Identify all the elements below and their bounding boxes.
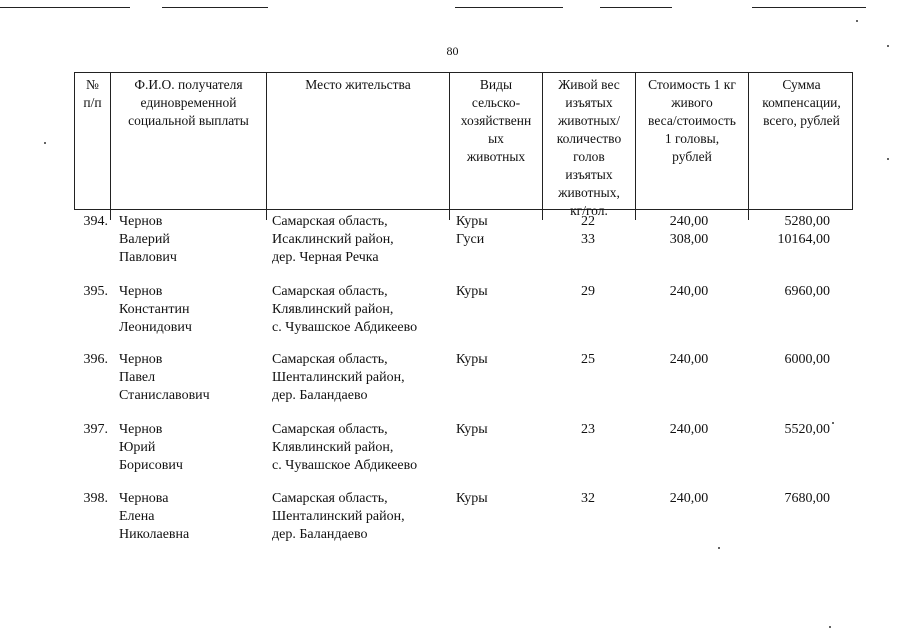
cell-kind	[456, 213, 536, 249]
header-line: Живой вес	[558, 77, 620, 92]
cell-line: Павлович	[119, 250, 177, 265]
cell-line: Куры	[456, 284, 488, 299]
cell-name	[119, 283, 269, 337]
table-row	[74, 351, 853, 411]
cell-line: с. Чувашское Абдикеево	[272, 320, 418, 335]
cell-addr	[272, 490, 457, 544]
cell-line: с. Чувашское Абдикеево	[272, 458, 418, 473]
cell-line: Чернов	[119, 422, 163, 437]
cell-line: 6960,00	[784, 284, 830, 299]
row-number: 396.	[83, 352, 108, 367]
header-line: сельско-	[471, 95, 521, 110]
cell-line: Чернова	[119, 491, 169, 506]
header-line: компенсации,	[762, 95, 841, 110]
row-number: 395.	[83, 284, 108, 299]
cell-line: Самарская область,	[272, 214, 388, 229]
cell-line: Куры	[456, 422, 488, 437]
cell-name	[119, 490, 269, 544]
header-line: ых	[488, 131, 504, 146]
header-line: Сумма	[782, 77, 821, 92]
scan-edge-line	[162, 7, 268, 8]
cell-line: 240,00	[669, 491, 709, 506]
cell-line: Шенталинский район,	[272, 370, 405, 385]
cell-line: 240,00	[669, 352, 709, 367]
cell-wt	[550, 490, 626, 508]
cell-line: 240,00	[669, 284, 709, 299]
scan-speck	[887, 158, 889, 160]
cell-line: дер. Черная Речка	[272, 250, 379, 265]
header-cell-price	[636, 73, 749, 220]
header-line: Место жительства	[305, 77, 411, 92]
cell-addr	[272, 421, 457, 475]
cell-line: Чернов	[119, 352, 163, 367]
cell-wt	[550, 421, 626, 439]
header-cell-addr	[267, 73, 450, 220]
cell-line: 5520,00	[784, 422, 830, 437]
cell-line: 32	[581, 491, 595, 506]
row-number: 397.	[83, 422, 108, 437]
scan-edge-line	[455, 7, 563, 8]
cell-sum	[746, 351, 830, 369]
cell-name	[119, 213, 269, 267]
cell-addr	[272, 283, 457, 337]
header-cell-sum	[749, 73, 854, 220]
cell-price	[634, 283, 744, 301]
cell-line: Юрий	[119, 440, 156, 455]
header-cell-name	[111, 73, 267, 220]
cell-line: Николаевна	[119, 527, 190, 542]
cell-line: Валерий	[119, 232, 170, 247]
header-cell-kind	[450, 73, 543, 220]
cell-line: Клявлинский район,	[272, 440, 394, 455]
cell-line: Самарская область,	[272, 352, 388, 367]
cell-sum	[746, 490, 830, 508]
cell-line: Чернов	[119, 284, 163, 299]
cell-line: Елена	[119, 509, 155, 524]
scan-edge-line	[0, 7, 130, 8]
cell-line: 7680,00	[784, 491, 830, 506]
cell-price	[634, 490, 744, 508]
cell-line: Исаклинский район,	[272, 232, 394, 247]
header-line: социальной выплаты	[128, 113, 249, 128]
table-row	[74, 490, 853, 550]
cell-price	[634, 421, 744, 439]
scan-speck	[856, 20, 858, 22]
header-line: рублей	[672, 149, 712, 164]
cell-line: Куры	[456, 214, 488, 229]
cell-sum	[746, 421, 830, 439]
header-line: животных,	[558, 185, 620, 200]
cell-wt	[550, 213, 626, 249]
header-cell-num	[75, 73, 111, 220]
header-line: веса/стоимость	[648, 113, 736, 128]
header-line: 1 головы,	[664, 131, 720, 146]
scan-edge-line	[600, 7, 672, 8]
table-row	[74, 421, 853, 481]
row-number: 398.	[83, 491, 108, 506]
cell-line: Константин	[119, 302, 190, 317]
cell-line: 25	[581, 352, 595, 367]
header-line: изъятых	[565, 167, 613, 182]
cell-line: дер. Баландаево	[272, 388, 368, 403]
cell-line: Павел	[119, 370, 156, 385]
cell-price	[634, 213, 744, 249]
cell-line: Куры	[456, 491, 488, 506]
header-line: кг/гол.	[570, 203, 608, 218]
cell-line: 22	[581, 214, 595, 229]
cell-line: Клявлинский район,	[272, 302, 394, 317]
cell-wt	[550, 283, 626, 301]
cell-name	[119, 351, 269, 405]
cell-line: Станиславович	[119, 388, 210, 403]
cell-line: дер. Баландаево	[272, 527, 368, 542]
table-row	[74, 283, 853, 343]
cell-name	[119, 421, 269, 475]
cell-line: 29	[581, 284, 595, 299]
header-line: животных/	[557, 113, 621, 128]
cell-line: 33	[581, 232, 595, 247]
cell-line: Куры	[456, 352, 488, 367]
header-line: хозяйственн	[460, 113, 532, 128]
cell-line: 6000,00	[784, 352, 830, 367]
cell-line: Самарская область,	[272, 491, 388, 506]
table-row	[74, 213, 853, 273]
cell-line: Самарская область,	[272, 422, 388, 437]
cell-kind	[456, 421, 536, 439]
scan-edge-line	[752, 7, 866, 8]
page-number: 80	[446, 44, 459, 58]
cell-kind	[456, 351, 536, 369]
scan-speck	[44, 142, 46, 144]
header-line: голов	[573, 149, 605, 164]
cell-line: Чернов	[119, 214, 163, 229]
cell-kind	[456, 283, 536, 301]
header-line: изъятых	[565, 95, 613, 110]
header-line: №	[86, 77, 99, 92]
header-line: живого	[671, 95, 713, 110]
cell-line: 240,00	[669, 214, 709, 229]
cell-addr	[272, 351, 457, 405]
cell-addr	[272, 213, 457, 267]
cell-line: Гуси	[456, 232, 485, 247]
table-header	[74, 72, 853, 218]
cell-line: 10164,00	[777, 232, 830, 247]
cell-line: 308,00	[669, 232, 709, 247]
header-cell-wt	[543, 73, 636, 220]
cell-kind	[456, 490, 536, 508]
header-line: всего, рублей	[763, 113, 840, 128]
header-line: животных	[466, 149, 526, 164]
cell-line: 5280,00	[784, 214, 830, 229]
cell-line: Самарская область,	[272, 284, 388, 299]
cell-line: Борисович	[119, 458, 183, 473]
cell-price	[634, 351, 744, 369]
cell-sum	[746, 213, 830, 249]
cell-wt	[550, 351, 626, 369]
cell-sum	[746, 283, 830, 301]
row-number: 394.	[83, 214, 108, 229]
header-line: Виды	[479, 77, 513, 92]
header-line: Стоимость 1 кг	[648, 77, 736, 92]
header-line: единовременной	[140, 95, 237, 110]
header-line: п/п	[83, 95, 102, 110]
header-line: количество	[556, 131, 622, 146]
cell-line: Шенталинский район,	[272, 509, 405, 524]
cell-line: Леонидович	[119, 320, 192, 335]
header-line: Ф.И.О. получателя	[134, 77, 243, 92]
cell-line: 240,00	[669, 422, 709, 437]
cell-line: 23	[581, 422, 595, 437]
scan-speck	[829, 626, 831, 628]
